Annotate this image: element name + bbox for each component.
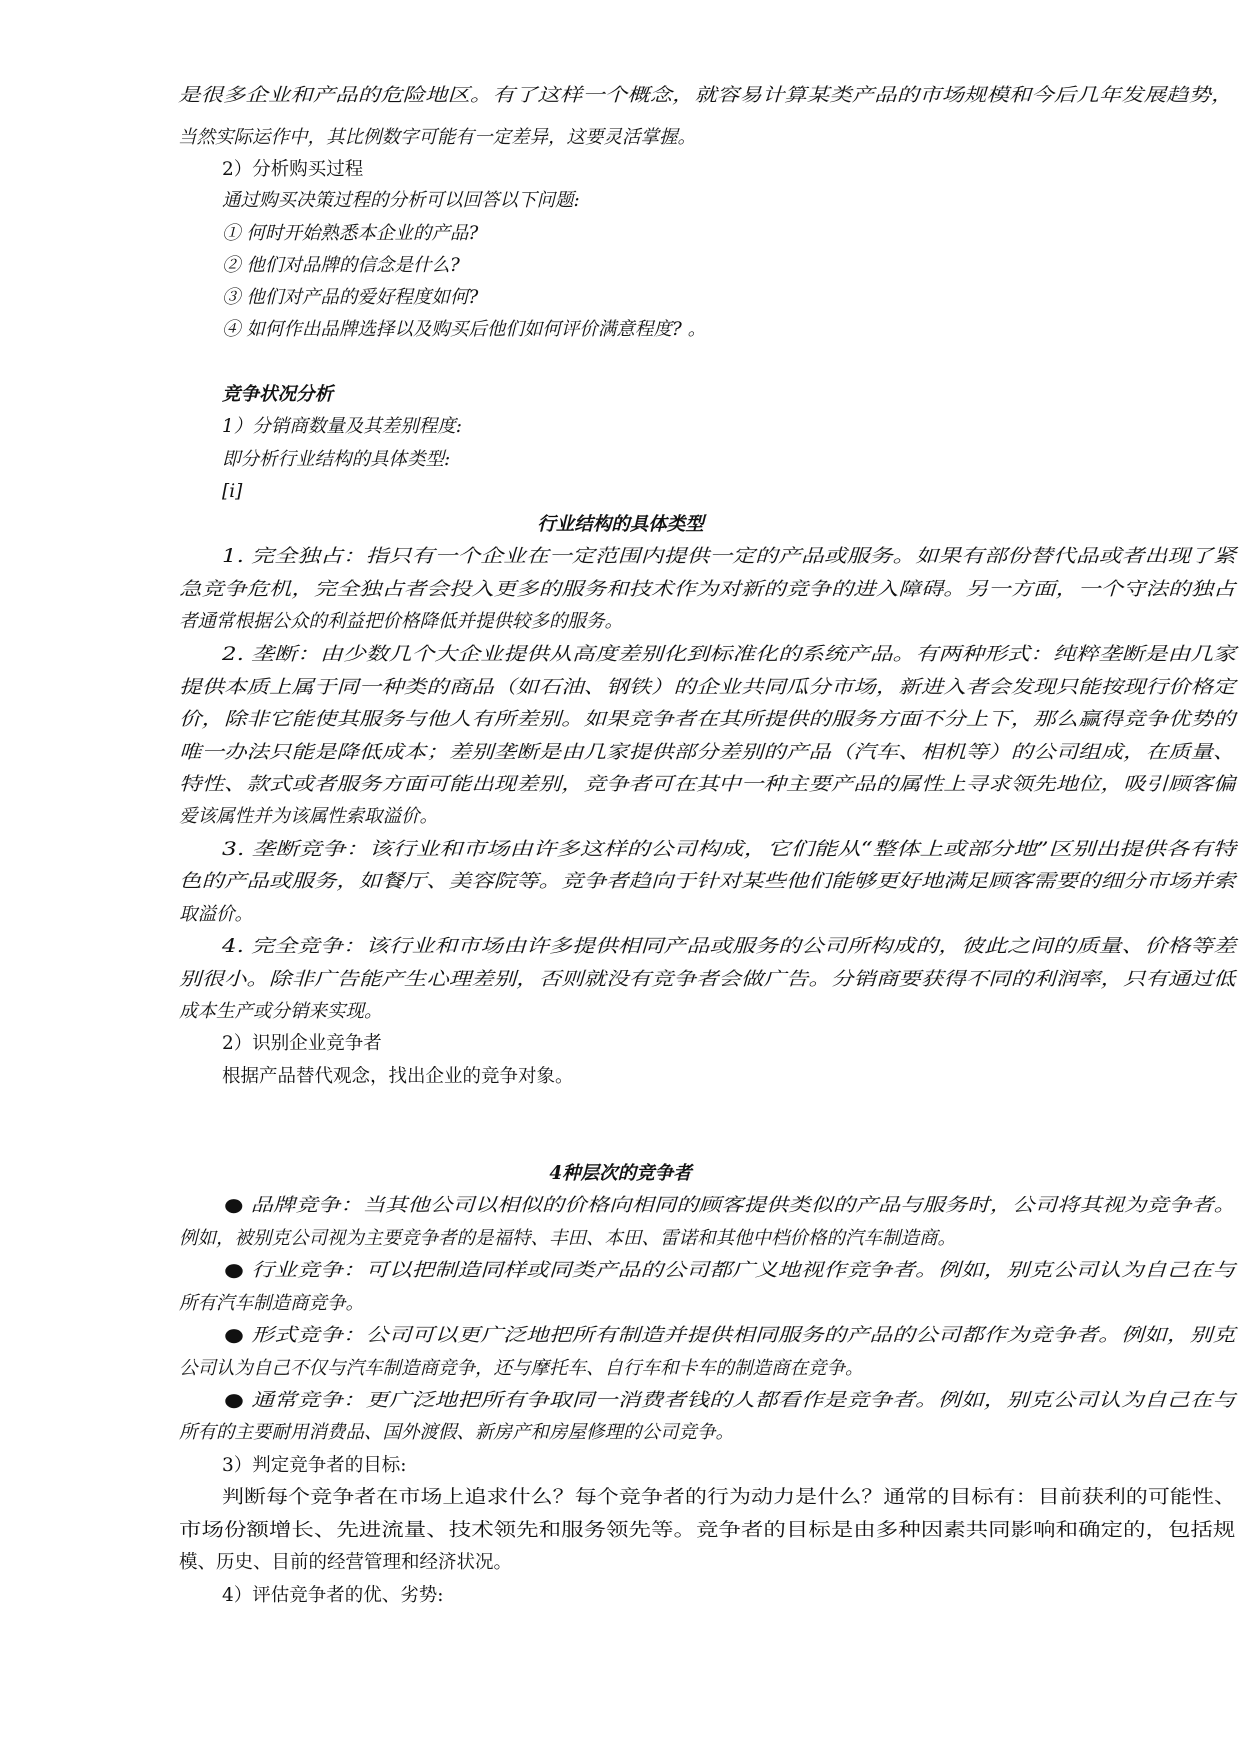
goals-heading: 3）判定竞争者的目标: (222, 1455, 407, 1476)
structure-line: 者通常根据公众的利益把价格降低并提供较多的服务。 (179, 611, 624, 632)
structure-line: 色的产品或服务，如餐厅、美容院等。竞争者趋向于针对某些他们能够更好地满足顾客需要的细分市场并索 (179, 871, 1236, 892)
structure-line: 急竞争危机，完全独占者会投入更多的服务和技术作为对新的竞争的进入障碍。另一方面，一个守法的独占 (179, 579, 1236, 600)
buy-question: ① 何时开始熟悉本企业的产品? (222, 223, 479, 244)
structure-line: 爱该属性并为该属性索取溢价。 (179, 806, 439, 827)
buy-question: ③ 他们对产品的爱好程度如何? (222, 287, 479, 308)
identify-heading: 2）识别企业竞争者 (222, 1033, 382, 1054)
identify-text: 根据产品替代观念，找出企业的竞争对象。 (222, 1066, 574, 1087)
buy-question: ④ 如何作出品牌选择以及购买后他们如何评价满意程度? 。 (222, 319, 707, 340)
competition-heading: 竞争状况分析 (222, 384, 334, 405)
level-line: 公司认为自己不仅与汽车制造商竞争，还与摩托车、自行车和卡车的制造商在竞争。 (179, 1358, 864, 1379)
structure-line: 唯一办法只能是降低成本；差别垄断是由几家提供部分差别的产品（汽车、相机等）的公司组成，在质量、 (179, 742, 1236, 763)
level-line: ● 品牌竞争：当其他公司以相似的价格向相同的顾客提供类似的产品与服务时，公司将其视为竞争者。 (224, 1195, 1237, 1216)
intro-line: 是很多企业和产品的危险地区。有了这样一个概念，就容易计算某类产品的市场规模和今后几年发展趋势， (178, 85, 1234, 106)
structure-line: 别很小。除非广告能产生心理差别，否则就没有竞争者会做广告。分销商要获得不同的利润率，只有通过低 (179, 969, 1236, 990)
intro-line: 当然实际运作中，其比例数字可能有一定差异，这要灵活掌握。 (178, 127, 697, 148)
structure-line: 成本生产或分销来实现。 (179, 1001, 383, 1022)
assess-heading: 4）评估竞争者的优、劣势: (222, 1585, 444, 1606)
structure-title: 行业结构的具体类型 (537, 514, 704, 535)
levels-title: 4种层次的竞争者 (549, 1163, 692, 1184)
buy-process-intro: 通过购买决策过程的分析可以回答以下问题: (222, 190, 580, 211)
level-line: 所有的主要耐用消费品、国外渡假、新房产和房屋修理的公司竞争。 (179, 1422, 735, 1443)
structure-line: 1. 完全独占：指只有一个企业在一定范围内提供一定的产品或服务。如果有部份替代品或者出现了紧 (222, 546, 1237, 567)
structure-line: 4. 完全竞争：该行业和市场由许多提供相同产品或服务的公司所构成的，彼此之间的质量、价格等差 (222, 936, 1237, 957)
buy-process-heading: 2）分析购买过程 (222, 159, 364, 180)
structure-line: 特性、款式或者服务方面可能出现差别，竞争者可在其中一种主要产品的属性上寻求领先地位，吸引顾客偏 (179, 774, 1236, 795)
note-reference: [i] (222, 481, 243, 502)
buy-question: ② 他们对品牌的信念是什么? (222, 255, 460, 276)
level-line: ● 行业竞争：可以把制造同样或同类产品的公司都广义地视作竞争者。例如，别克公司认为自己在与 (224, 1260, 1236, 1281)
structure-line: 价，除非它能使其服务与他人有所差别。如果竞争者在其所提供的服务方面不分上下，那么赢得竞争优势的 (179, 709, 1236, 730)
structure-line: 3. 垄断竞争：该行业和市场由许多这样的公司构成，它们能从“整体上或部分地”区别出提供各有特 (222, 839, 1236, 860)
goals-line: 判断每个竞争者在市场上追求什么？每个竞争者的行为动力是什么？通常的目标有：目前获利的可能性、 (222, 1487, 1237, 1508)
structure-line: 取溢价。 (179, 904, 254, 925)
level-line: 例如，被别克公司视为主要竞争者的是福特、丰田、本田、雷诺和其他中档价格的汽车制造商。 (179, 1228, 957, 1249)
distributor-intro: 即分析行业结构的具体类型: (222, 449, 451, 470)
level-line: ● 通常竞争：更广泛地把所有争取同一消费者钱的人都看作是竞争者。例如，别克公司认为自己在与 (224, 1390, 1236, 1411)
structure-line: 提供本质上属于同一种类的商品（如石油、钢铁）的企业共同瓜分市场，新进入者会发现只能按现行价格定 (179, 677, 1236, 698)
distributor-heading: 1）分销商数量及其差别程度: (222, 416, 463, 437)
goals-line: 模、历史、目前的经营管理和经济状况。 (179, 1552, 513, 1573)
level-line: ● 形式竞争：公司可以更广泛地把所有制造并提供相同服务的产品的公司都作为竞争者。例如，别克 (224, 1325, 1236, 1346)
structure-line: 2. 垄断：由少数几个大企业提供从高度差别化到标准化的系统产品。有两种形式：纯粹垄断是由几家 (222, 644, 1237, 665)
level-line: 所有汽车制造商竞争。 (179, 1293, 365, 1314)
goals-line: 市场份额增长、先进流量、技术领先和服务领先等。竞争者的目标是由多种因素共同影响和确定的，包括规 (179, 1520, 1236, 1541)
